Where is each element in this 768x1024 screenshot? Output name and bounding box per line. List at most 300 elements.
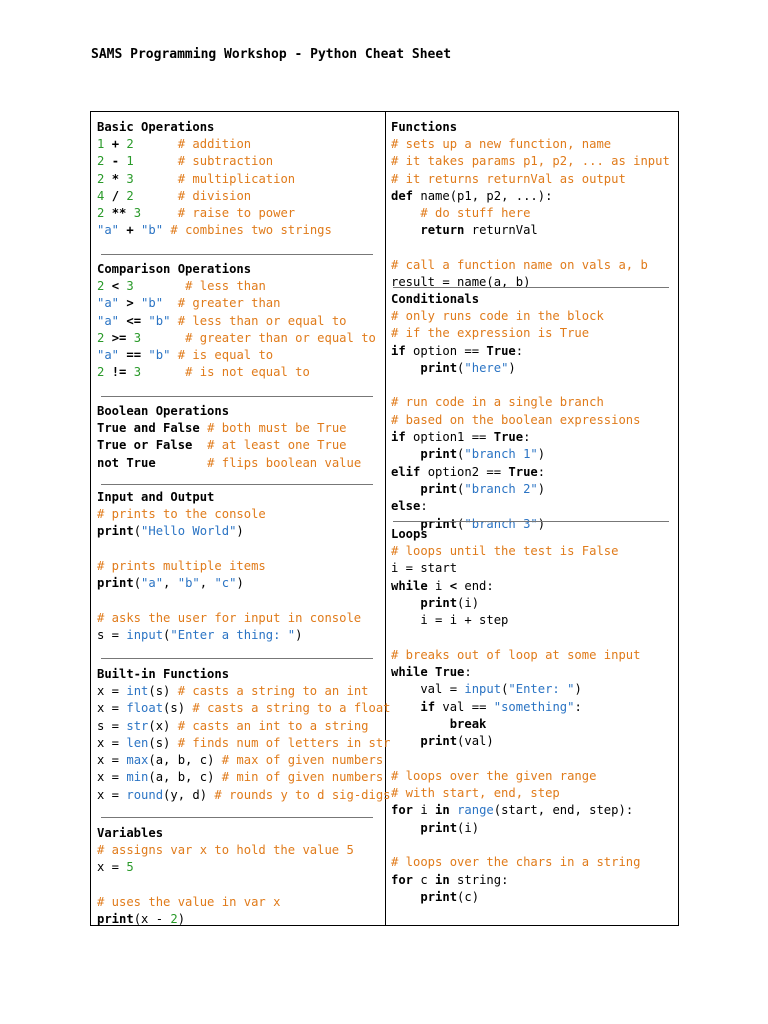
code-builtin: max bbox=[126, 753, 149, 768]
code-line bbox=[391, 153, 673, 170]
code-comment: # is not equal to bbox=[185, 365, 310, 380]
code-text: ) bbox=[295, 628, 303, 643]
code-text: : bbox=[537, 464, 546, 479]
code-block bbox=[97, 136, 377, 240]
code-number: 2 bbox=[126, 137, 134, 151]
code-line bbox=[97, 700, 391, 717]
code-text: : bbox=[574, 699, 582, 714]
code-number: 5 bbox=[126, 860, 134, 875]
code-text bbox=[450, 803, 457, 817]
code-comment: # call a function name on vals a, b bbox=[391, 258, 648, 273]
code-line bbox=[391, 751, 673, 768]
code-keyword: break bbox=[449, 716, 487, 731]
section-heading: Functions bbox=[391, 120, 458, 134]
code-keyword: != bbox=[111, 365, 127, 380]
code-line bbox=[391, 429, 673, 446]
code-comment: # multiplication bbox=[177, 171, 296, 186]
code-text: : bbox=[420, 499, 428, 514]
code-text bbox=[391, 890, 420, 904]
section-heading: Basic Operations bbox=[97, 120, 215, 134]
code-text bbox=[134, 296, 141, 310]
code-string: "a" bbox=[97, 348, 120, 363]
code-number: 2 bbox=[97, 206, 105, 221]
code-line bbox=[391, 664, 673, 681]
code-text: x = bbox=[97, 860, 127, 875]
code-comment: # if the expression is True bbox=[391, 326, 590, 341]
code-keyword: if bbox=[420, 699, 436, 714]
code-text bbox=[104, 137, 111, 151]
code-line bbox=[97, 769, 384, 786]
section-heading: Loops bbox=[391, 527, 428, 541]
code-string: "branch 2" bbox=[464, 481, 538, 496]
code-text bbox=[104, 189, 111, 203]
code-string: "b" bbox=[141, 223, 164, 238]
code-text bbox=[134, 172, 178, 186]
code-string: "c" bbox=[214, 576, 237, 591]
code-line bbox=[391, 377, 673, 394]
section-built-in-functions bbox=[97, 666, 391, 804]
code-text: string: bbox=[449, 872, 509, 887]
code-block bbox=[97, 842, 377, 928]
code-line bbox=[97, 330, 377, 347]
code-line bbox=[97, 523, 377, 540]
code-text bbox=[104, 331, 111, 345]
code-string: "here" bbox=[464, 360, 509, 375]
code-text bbox=[134, 279, 185, 293]
code-line bbox=[391, 802, 673, 819]
code-line bbox=[391, 785, 673, 802]
code-text: end: bbox=[457, 578, 494, 593]
code-comment: # it returns returnVal as output bbox=[391, 171, 626, 186]
code-text bbox=[391, 206, 420, 220]
code-keyword: True bbox=[508, 464, 538, 479]
code-keyword: + bbox=[111, 137, 120, 151]
code-line bbox=[97, 911, 377, 928]
code-text bbox=[134, 137, 178, 151]
code-builtin: int bbox=[126, 684, 149, 698]
code-comment: # flips boolean value bbox=[207, 455, 362, 470]
code-keyword: print bbox=[420, 820, 458, 835]
code-line bbox=[391, 171, 673, 188]
code-text: option == bbox=[405, 343, 487, 358]
code-text: (i) bbox=[457, 820, 480, 835]
code-comment: # max of given numbers bbox=[221, 753, 384, 768]
code-text bbox=[391, 223, 420, 237]
code-string: "a" bbox=[97, 296, 120, 311]
code-text: ( bbox=[457, 447, 465, 462]
code-string: "Hello World" bbox=[141, 524, 237, 539]
code-builtin: len bbox=[126, 735, 149, 750]
code-text: ( bbox=[457, 360, 465, 375]
code-keyword: True bbox=[493, 430, 524, 445]
code-text: ( bbox=[133, 576, 142, 591]
code-text bbox=[126, 206, 133, 220]
column-divider bbox=[385, 112, 386, 925]
code-line bbox=[97, 558, 377, 575]
code-line bbox=[97, 735, 391, 752]
code-text: x = bbox=[97, 770, 127, 785]
code-text: (s) bbox=[163, 701, 193, 716]
code-text bbox=[141, 331, 185, 345]
code-text: : bbox=[515, 343, 524, 358]
section-divider bbox=[101, 484, 373, 485]
code-keyword: - bbox=[111, 154, 120, 169]
code-line bbox=[391, 136, 673, 153]
code-keyword: True or False bbox=[97, 438, 193, 453]
code-number: 3 bbox=[133, 206, 142, 221]
code-text: x = bbox=[97, 701, 127, 716]
code-text: ) bbox=[537, 481, 546, 496]
code-string: "a" bbox=[97, 223, 120, 238]
code-comment: # with start, end, step bbox=[391, 786, 560, 801]
code-comment: # asks the user for input in console bbox=[97, 610, 362, 625]
code-keyword: in bbox=[435, 872, 450, 887]
code-text: (y, d) bbox=[163, 787, 215, 802]
code-text bbox=[391, 361, 420, 375]
code-keyword: else bbox=[391, 499, 421, 514]
code-line bbox=[97, 787, 391, 804]
code-text bbox=[170, 314, 177, 328]
code-comment: # finds num of letters in str bbox=[177, 735, 391, 750]
code-text bbox=[134, 223, 141, 237]
section-heading: Conditionals bbox=[391, 292, 480, 306]
code-line bbox=[391, 343, 673, 360]
code-comment: # min of given numbers bbox=[221, 770, 384, 785]
code-comment: # is equal to bbox=[177, 348, 274, 363]
code-line bbox=[391, 543, 673, 560]
code-number: 1 bbox=[97, 137, 105, 151]
section-heading: Comparison Operations bbox=[97, 262, 252, 276]
code-text bbox=[391, 700, 420, 714]
code-text: (i) bbox=[457, 595, 480, 610]
code-line bbox=[97, 541, 377, 558]
code-line bbox=[391, 733, 673, 750]
code-number: 3 bbox=[133, 365, 142, 380]
section-divider bbox=[101, 817, 373, 818]
section-comparison-operations bbox=[97, 261, 377, 382]
code-keyword: print bbox=[97, 576, 134, 591]
code-line bbox=[391, 222, 673, 239]
code-text: i bbox=[413, 803, 436, 818]
code-line bbox=[391, 629, 673, 646]
code-text: result = name(a, b) bbox=[391, 275, 531, 290]
code-builtin: input bbox=[464, 682, 502, 697]
code-text bbox=[104, 365, 111, 379]
code-comment: # based on the boolean expressions bbox=[391, 412, 641, 427]
section-conditionals bbox=[391, 291, 673, 533]
code-line bbox=[97, 575, 377, 592]
code-keyword: + bbox=[126, 223, 134, 238]
code-line bbox=[391, 205, 673, 222]
code-text bbox=[126, 365, 133, 379]
code-line bbox=[97, 718, 377, 735]
code-line bbox=[391, 308, 673, 325]
code-text bbox=[126, 331, 133, 345]
code-comment: # addition bbox=[177, 137, 252, 151]
code-text: i = i + step bbox=[391, 613, 509, 628]
code-line bbox=[97, 610, 377, 627]
code-comment: # greater than bbox=[177, 296, 281, 311]
code-text bbox=[104, 172, 111, 186]
code-string: "branch 3" bbox=[464, 516, 538, 531]
code-line bbox=[97, 627, 377, 644]
code-text: ( bbox=[457, 481, 465, 496]
code-text bbox=[163, 296, 178, 310]
code-text: , bbox=[163, 576, 178, 591]
code-block bbox=[391, 308, 673, 533]
code-comment: # less than or equal to bbox=[177, 313, 347, 328]
code-text bbox=[141, 206, 178, 220]
code-keyword: ** bbox=[111, 206, 127, 221]
code-line bbox=[391, 820, 673, 837]
code-line bbox=[97, 171, 377, 188]
code-line bbox=[391, 240, 673, 257]
code-text: ) bbox=[177, 912, 186, 927]
code-block bbox=[97, 420, 377, 472]
code-line bbox=[391, 578, 673, 595]
page-title: SAMS Programming Workshop - Python Cheat Sheet bbox=[91, 47, 452, 62]
code-number: 1 bbox=[126, 154, 134, 169]
code-line bbox=[97, 278, 377, 295]
section-divider bbox=[101, 396, 373, 397]
code-string: "b" bbox=[177, 576, 200, 591]
code-comment: # casts a string to an int bbox=[177, 684, 369, 698]
code-block bbox=[391, 136, 673, 292]
code-line bbox=[391, 498, 673, 515]
code-line bbox=[97, 592, 377, 609]
section-boolean-operations bbox=[97, 403, 377, 472]
code-builtin: str bbox=[126, 718, 149, 733]
code-line bbox=[391, 768, 673, 785]
code-line bbox=[391, 612, 673, 629]
code-text bbox=[391, 717, 450, 731]
section-divider bbox=[393, 521, 669, 522]
code-comment: # breaks out of loop at some input bbox=[391, 647, 641, 662]
code-text: returnVal bbox=[464, 223, 538, 238]
code-number: 2 bbox=[97, 365, 105, 380]
code-line bbox=[97, 222, 377, 239]
code-text: ) bbox=[537, 516, 546, 531]
code-text: (val) bbox=[457, 734, 494, 749]
code-text: ( bbox=[457, 516, 465, 531]
code-comment: # only runs code in the block bbox=[391, 309, 604, 323]
code-string: "something" bbox=[493, 699, 575, 714]
code-text: ( bbox=[163, 628, 171, 643]
code-line bbox=[97, 364, 377, 381]
code-line bbox=[391, 837, 673, 854]
code-line bbox=[391, 699, 673, 716]
code-keyword: True bbox=[486, 343, 516, 358]
code-block bbox=[97, 683, 391, 804]
code-comment: # both must be True bbox=[207, 421, 347, 435]
code-comment: # it takes params p1, p2, ... as input bbox=[391, 154, 670, 169]
code-line bbox=[97, 347, 377, 364]
code-keyword: elif bbox=[391, 464, 421, 479]
code-line bbox=[391, 595, 673, 612]
code-text bbox=[134, 154, 178, 168]
code-line bbox=[97, 842, 377, 859]
code-comment: # raise to power bbox=[177, 206, 296, 221]
code-keyword: print bbox=[97, 524, 134, 539]
code-text: x = bbox=[97, 684, 127, 698]
code-text: : bbox=[464, 665, 472, 680]
code-number: 2 bbox=[97, 330, 105, 345]
code-line bbox=[97, 136, 377, 153]
code-keyword: print bbox=[420, 516, 458, 531]
code-comment: # loops over the given range bbox=[391, 768, 597, 783]
code-text: (s) bbox=[148, 684, 178, 698]
code-line bbox=[391, 647, 673, 664]
code-keyword: print bbox=[420, 481, 458, 496]
code-comment: # assigns var x to hold the value 5 bbox=[97, 843, 354, 857]
code-text: (x - bbox=[133, 912, 171, 927]
code-comment: # sets up a new function, name bbox=[391, 137, 612, 151]
code-line bbox=[391, 412, 673, 429]
code-string: "b" bbox=[141, 296, 164, 311]
code-string: "Enter a thing: " bbox=[170, 628, 296, 643]
code-keyword: True and False bbox=[97, 421, 200, 435]
code-text bbox=[391, 596, 420, 610]
code-text: (a, b, c) bbox=[148, 770, 222, 785]
code-line bbox=[97, 506, 377, 523]
section-divider bbox=[101, 658, 373, 659]
code-line bbox=[391, 446, 673, 463]
code-text bbox=[391, 821, 420, 835]
code-keyword: not True bbox=[97, 455, 156, 470]
code-text bbox=[104, 279, 111, 293]
code-keyword: return bbox=[420, 223, 465, 238]
code-string: "b" bbox=[148, 313, 171, 328]
code-keyword: > bbox=[126, 296, 134, 311]
code-builtin: float bbox=[126, 701, 164, 716]
code-text: ) bbox=[236, 524, 244, 539]
code-number: 3 bbox=[126, 171, 134, 186]
code-string: "b" bbox=[148, 348, 171, 363]
code-text: ) bbox=[508, 360, 516, 375]
code-number: 2 bbox=[97, 279, 105, 293]
code-text bbox=[156, 456, 207, 470]
code-text: (s) bbox=[148, 735, 178, 750]
code-keyword: < bbox=[449, 578, 458, 593]
code-text bbox=[391, 734, 420, 748]
code-line bbox=[97, 313, 377, 330]
code-text: (a, b, c) bbox=[148, 753, 222, 768]
code-comment: # loops until the test is False bbox=[391, 544, 619, 558]
code-line bbox=[97, 877, 377, 894]
code-string: "branch 1" bbox=[464, 447, 538, 462]
code-text: (start, end, step): bbox=[493, 803, 634, 818]
code-keyword: if bbox=[391, 343, 406, 358]
code-block bbox=[97, 278, 377, 382]
section-heading: Built-in Functions bbox=[97, 667, 230, 681]
code-number: 4 bbox=[97, 188, 105, 203]
code-line bbox=[391, 854, 673, 871]
code-number: 3 bbox=[133, 330, 142, 345]
section-divider bbox=[393, 287, 669, 288]
code-line bbox=[97, 420, 377, 437]
code-text: i = start bbox=[391, 561, 458, 576]
code-text: x = bbox=[97, 753, 127, 768]
code-keyword: print bbox=[420, 360, 458, 375]
code-text bbox=[192, 438, 207, 452]
code-keyword: True bbox=[435, 665, 465, 680]
code-text bbox=[104, 154, 111, 168]
code-keyword: >= bbox=[111, 330, 127, 345]
code-text: ( bbox=[501, 682, 509, 697]
code-number: 2 bbox=[97, 154, 105, 169]
code-block bbox=[97, 506, 377, 644]
code-keyword: while bbox=[391, 665, 428, 680]
code-text bbox=[428, 665, 435, 679]
code-builtin: min bbox=[126, 770, 149, 785]
code-text bbox=[134, 189, 178, 203]
code-comment: # prints to the console bbox=[97, 507, 266, 521]
code-keyword: < bbox=[111, 279, 120, 293]
code-line bbox=[391, 325, 673, 342]
code-string: "a" bbox=[141, 576, 164, 591]
code-comment: # division bbox=[177, 188, 252, 203]
code-text: , bbox=[199, 576, 215, 591]
code-text: s = bbox=[97, 628, 127, 643]
code-text: ) bbox=[236, 576, 244, 591]
code-line bbox=[391, 560, 673, 577]
code-line bbox=[97, 683, 377, 700]
code-keyword: print bbox=[420, 889, 458, 904]
code-text: (c) bbox=[457, 889, 480, 904]
code-comment: # subtraction bbox=[177, 154, 274, 169]
code-line bbox=[97, 205, 377, 222]
code-comment: # loops over the chars in a string bbox=[391, 855, 641, 870]
code-builtin: round bbox=[126, 787, 164, 802]
code-text: i bbox=[427, 578, 450, 593]
code-text: ( bbox=[133, 524, 142, 539]
code-number: 3 bbox=[126, 279, 134, 293]
code-keyword: print bbox=[97, 912, 134, 927]
code-comment: # greater than or equal to bbox=[185, 330, 376, 345]
code-line bbox=[97, 894, 377, 911]
code-comment: # do stuff here bbox=[420, 206, 531, 221]
code-number: 2 bbox=[126, 188, 134, 203]
code-keyword: for bbox=[391, 803, 414, 818]
section-loops bbox=[391, 526, 673, 906]
code-text: ) bbox=[537, 447, 546, 462]
section-heading: Variables bbox=[97, 826, 164, 840]
code-line bbox=[97, 437, 377, 454]
code-text bbox=[391, 482, 420, 496]
code-keyword: print bbox=[420, 595, 458, 610]
code-text: (x) bbox=[148, 718, 178, 733]
code-text bbox=[200, 421, 207, 435]
code-string: "Enter: " bbox=[508, 682, 575, 697]
code-keyword: if bbox=[391, 430, 406, 445]
code-line bbox=[391, 274, 673, 291]
code-line bbox=[391, 394, 673, 411]
code-comment: # prints multiple items bbox=[97, 558, 266, 573]
code-text: : bbox=[523, 430, 531, 445]
code-number: 2 bbox=[97, 171, 105, 186]
section-input-and-output bbox=[97, 489, 377, 644]
code-text: name(p1, p2, ...): bbox=[413, 188, 553, 203]
code-keyword: * bbox=[111, 171, 120, 186]
code-comment: # uses the value in var x bbox=[97, 894, 281, 909]
code-line bbox=[391, 889, 673, 906]
section-heading: Input and Output bbox=[97, 490, 215, 504]
code-block bbox=[391, 543, 673, 906]
code-line bbox=[391, 188, 673, 205]
code-text: val = bbox=[391, 682, 465, 697]
code-builtin: input bbox=[126, 628, 164, 643]
section-divider bbox=[101, 254, 373, 255]
